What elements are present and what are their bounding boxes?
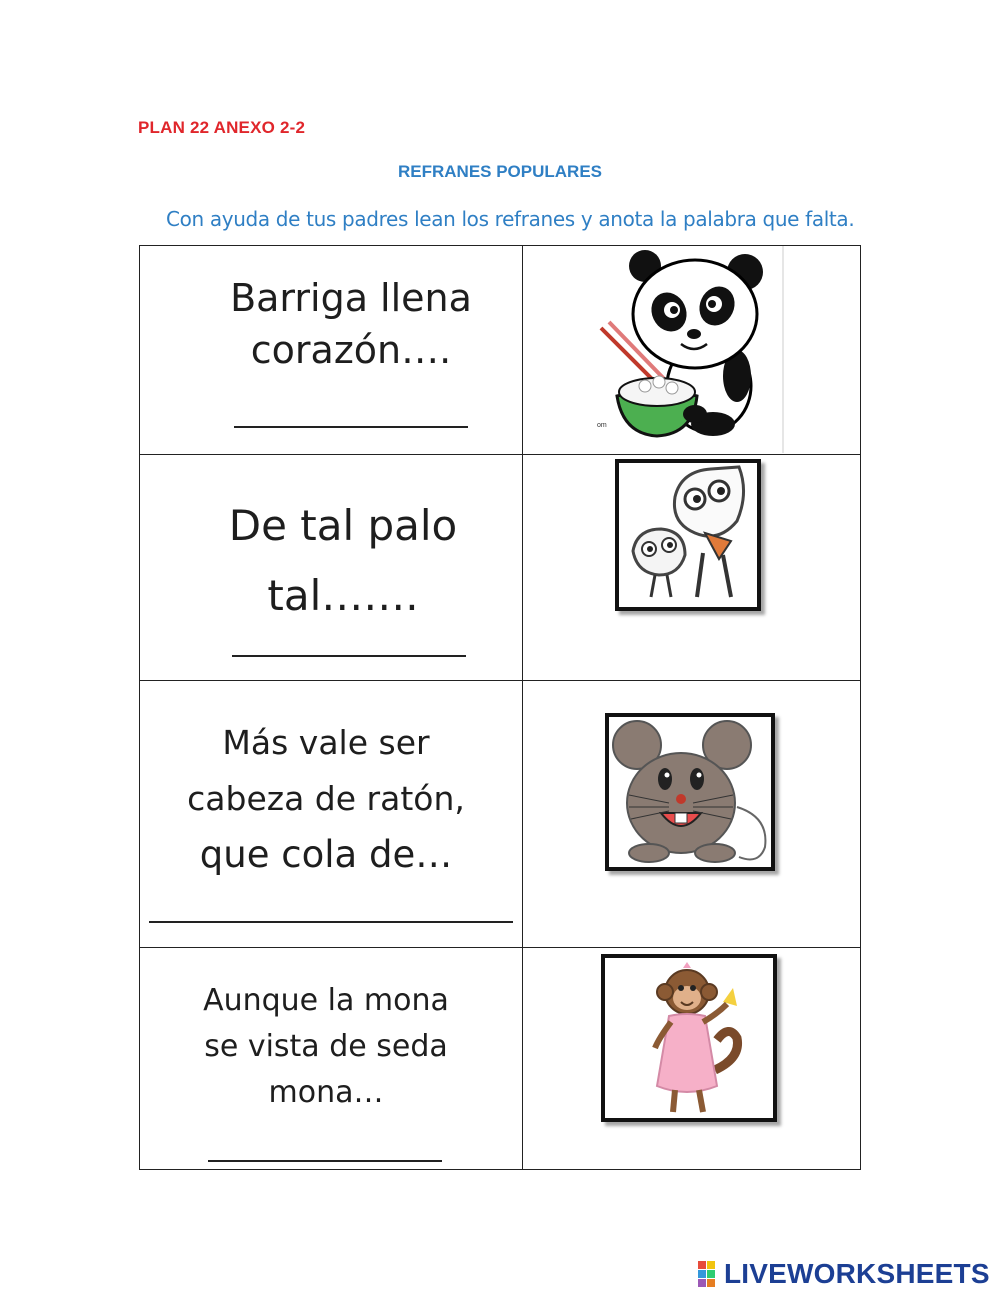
proverb-4 (130, 978, 522, 1116)
proverb-image-cell (523, 246, 861, 455)
image-frame (601, 954, 777, 1122)
proverb-row-1 (140, 246, 861, 455)
logo-text: LIVEWORKSHEETS (724, 1258, 990, 1289)
image-caption: om (597, 422, 607, 429)
proverb-text-cell (140, 948, 523, 1170)
proverb-3-line-3: que cola de… (199, 833, 453, 876)
proverb-row-2 (140, 455, 861, 681)
proverb-2 (164, 491, 522, 631)
answer-blank-1[interactable] (234, 426, 468, 428)
logo-icon (698, 1261, 720, 1287)
answer-blank-3[interactable] (149, 921, 513, 923)
proverb-1-line-1: Barriga llena (230, 276, 472, 320)
proverb-text-cell (140, 246, 523, 455)
proverb-row-4 (140, 948, 861, 1170)
proverb-2-line-1: De tal palo (228, 501, 458, 550)
proverb-1-line-2: corazón…. (250, 328, 452, 372)
proverb-image-cell (523, 948, 861, 1170)
proverb-4-line-1: Aunque la mona (203, 983, 449, 1018)
plan-label: PLAN 22 ANEXO 2-2 (138, 118, 306, 137)
monkey-in-pink-dress-image (605, 958, 773, 1118)
proverbs-table (139, 245, 861, 1170)
liveworksheets-logo (698, 1258, 990, 1290)
proverb-row-3 (140, 681, 861, 948)
panda-eating-rice-image (597, 246, 787, 453)
answer-blank-4[interactable] (208, 1160, 442, 1162)
image-frame (615, 459, 761, 611)
two-cartoon-faces-image (619, 463, 757, 607)
proverb-4-line-2: se vista de seda (204, 1029, 448, 1064)
proverb-text-cell (140, 681, 523, 948)
proverb-1 (180, 272, 522, 376)
mouse-image (609, 717, 771, 867)
proverb-2-line-2: tal……. (267, 571, 419, 620)
proverb-3 (130, 715, 522, 883)
answer-blank-2[interactable] (232, 655, 466, 657)
image-frame (605, 713, 775, 871)
worksheet-title: REFRANES POPULARES (397, 162, 603, 181)
proverb-image-cell (523, 455, 861, 681)
proverb-text-cell (140, 455, 523, 681)
proverb-3-line-2: cabeza de ratón, (187, 779, 465, 818)
proverb-4-line-3: mona… (268, 1075, 384, 1110)
proverb-3-line-1: Más vale ser (222, 723, 430, 762)
instructions: Con ayuda de tus padres lean los refranes y anota la palabra que falta. (166, 207, 855, 231)
proverb-image-cell (523, 681, 861, 948)
